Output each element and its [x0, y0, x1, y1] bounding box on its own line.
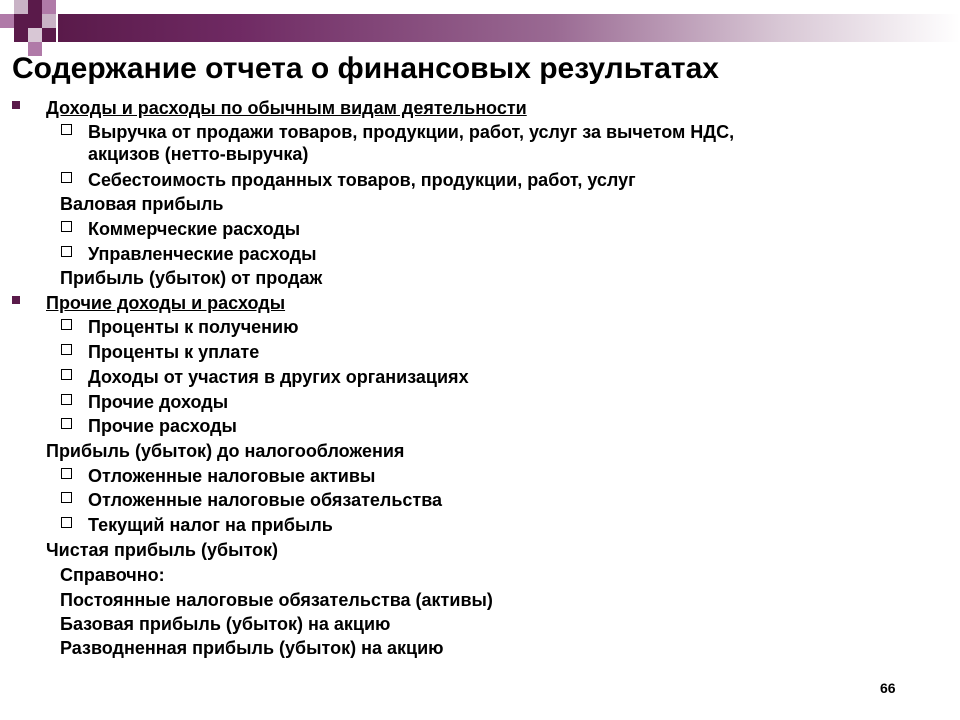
deco-square — [28, 0, 42, 14]
list-item: Проценты к уплате — [88, 342, 260, 362]
deco-square — [0, 14, 14, 28]
net-profit: Чистая прибыль (убыток) — [46, 540, 279, 560]
list-item: Текущий налог на прибыль — [88, 515, 333, 535]
hollow-square-bullet-icon — [61, 221, 72, 232]
list-item: Отложенные налоговые активы — [88, 466, 376, 486]
hollow-square-bullet-icon — [61, 468, 72, 479]
page-title: Содержание отчета о финансовых результатах — [12, 52, 719, 85]
square-bullet-icon — [12, 296, 20, 304]
deco-square — [14, 0, 28, 14]
header-decoration — [0, 0, 960, 60]
hollow-square-bullet-icon — [61, 418, 72, 429]
page-number: 66 — [880, 680, 896, 696]
reference-item: Разводненная прибыль (убыток) на акцию — [60, 638, 444, 658]
hollow-square-bullet-icon — [61, 394, 72, 405]
deco-square — [42, 14, 56, 28]
list-item: Прочие расходы — [88, 416, 237, 436]
section-heading-other: Прочие доходы и расходы — [46, 293, 286, 313]
list-item: Проценты к получению — [88, 317, 299, 337]
list-item: Себестоимость проданных товаров, продукции, работ, услуг — [88, 170, 636, 190]
section-heading-ordinary: Доходы и расходы по обычным видам деятельности — [46, 98, 527, 118]
sales-profit: Прибыль (убыток) от продаж — [60, 268, 323, 288]
list-item: Прочие доходы — [88, 392, 229, 412]
list-item: Управленческие расходы — [88, 244, 317, 264]
reference-item: Базовая прибыль (убыток) на акцию — [60, 614, 391, 634]
hollow-square-bullet-icon — [61, 517, 72, 528]
hollow-square-bullet-icon — [61, 344, 72, 355]
hollow-square-bullet-icon — [61, 492, 72, 503]
hollow-square-bullet-icon — [61, 172, 72, 183]
hollow-square-bullet-icon — [61, 369, 72, 380]
list-item-continuation: акцизов (нетто-выручка) — [88, 144, 309, 164]
hollow-square-bullet-icon — [61, 319, 72, 330]
reference-label: Справочно: — [60, 565, 165, 585]
list-item: Доходы от участия в других организациях — [88, 367, 469, 387]
list-item: Коммерческие расходы — [88, 219, 301, 239]
hollow-square-bullet-icon — [61, 124, 72, 135]
square-bullet-icon — [12, 101, 20, 109]
deco-square — [14, 28, 28, 42]
deco-square — [42, 0, 56, 14]
header-gradient-band — [58, 14, 960, 42]
gross-profit: Валовая прибыль — [60, 194, 224, 214]
list-item: Отложенные налоговые обязательства — [88, 490, 443, 510]
reference-item: Постоянные налоговые обязательства (активы) — [60, 590, 493, 610]
deco-square — [14, 14, 28, 28]
hollow-square-bullet-icon — [61, 246, 72, 257]
pretax-profit: Прибыль (убыток) до налогообложения — [46, 441, 405, 461]
deco-square — [42, 28, 56, 42]
deco-square — [28, 14, 42, 28]
list-item: Выручка от продажи товаров, продукции, работ, услуг за вычетом НДС, — [88, 122, 735, 142]
deco-square — [28, 28, 42, 42]
